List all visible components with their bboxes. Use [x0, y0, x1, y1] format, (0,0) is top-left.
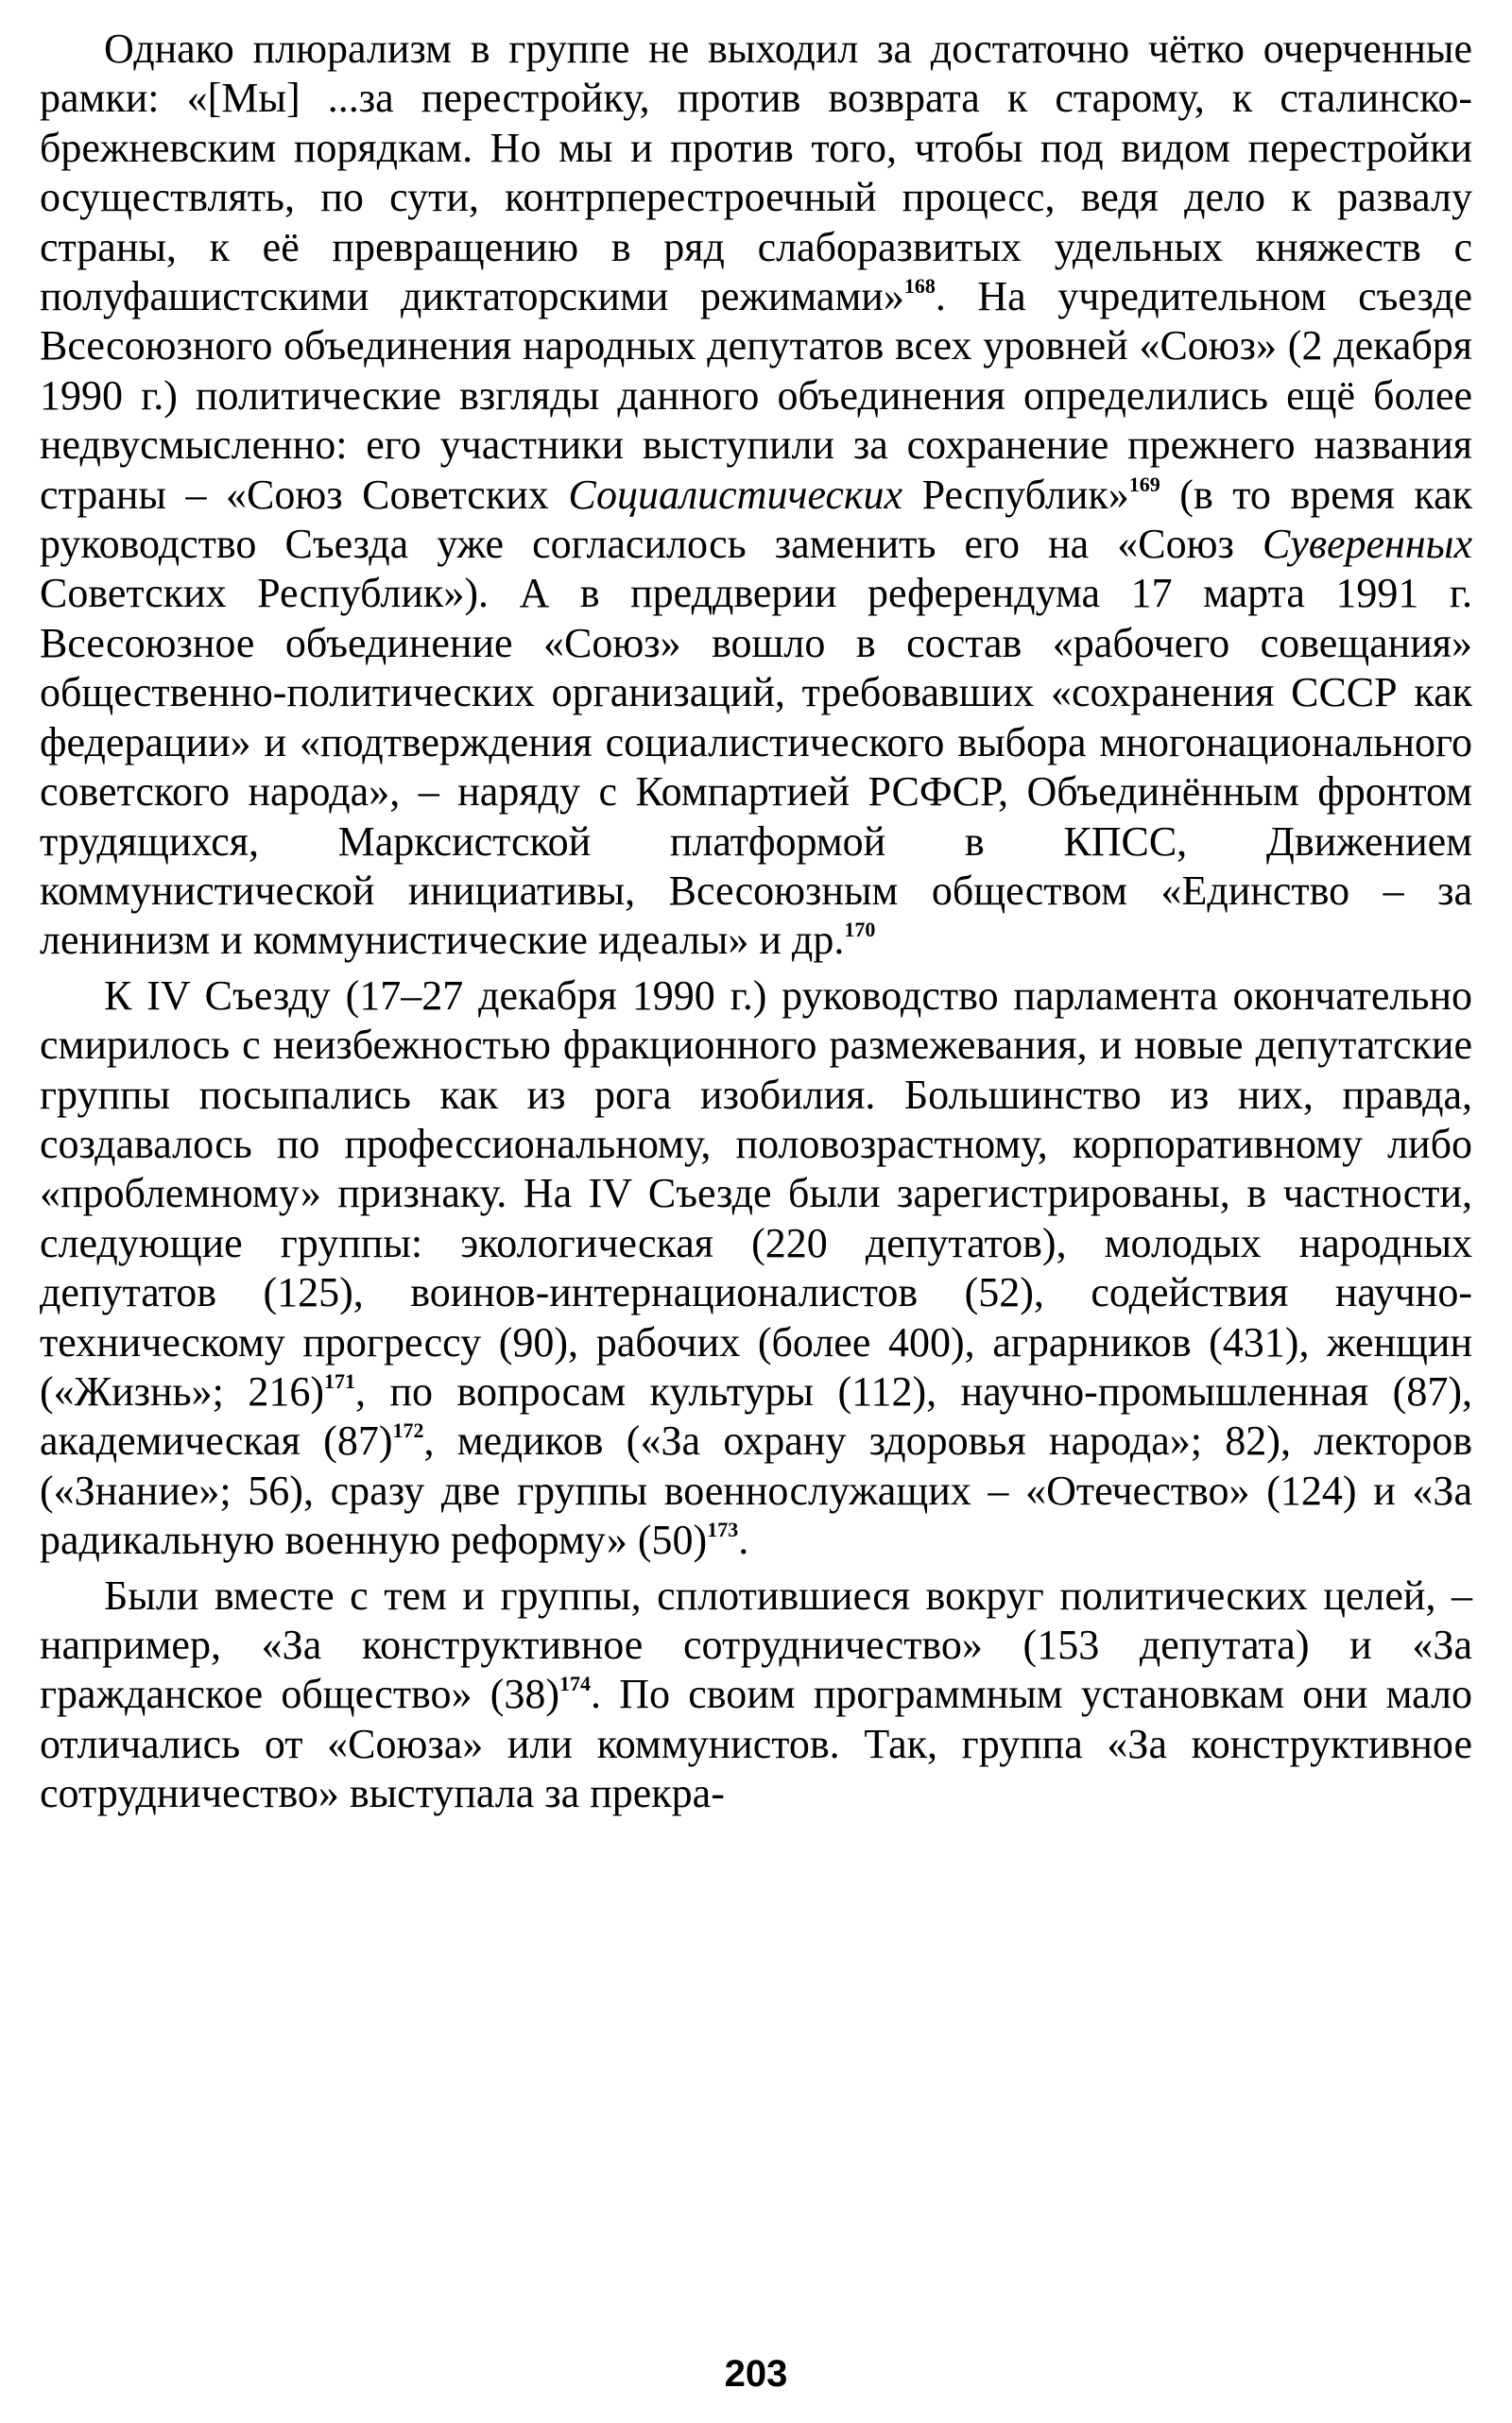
page-number: 203	[724, 2353, 788, 2395]
italic-text: Суверенных	[1262, 521, 1472, 568]
text-run: Однако плюрализм в группе не выходил за достаточно чётко очерченные рамки: «[Мы] ...за перестройку, против возврата к старому, к сталинско-брежневским порядкам. Но мы и против того, чтобы под видом перестройки осуществлять, по сути, контрперестроечный процесс, ведя дело к развалу страны, к её превращению в ряд слаборазвитых удельных княжеств с полуфашистскими диктаторскими режимами»	[40, 26, 1472, 320]
footnote-marker: 170	[844, 918, 876, 942]
footnote-marker: 171	[324, 1368, 355, 1393]
footnote-marker: 173	[707, 1518, 739, 1542]
body-text	[40, 25, 1472, 1819]
footnote-marker: 172	[392, 1418, 424, 1443]
text-run: Республик»	[902, 471, 1129, 518]
text-run: Были вместе с тем и группы, сплотившиеся вокруг политических целей, – например, «За конструктивное сотрудничество» (153 депутата) и «За гражданское общество» (38)	[40, 1572, 1472, 1718]
paragraph	[40, 1572, 1472, 1819]
text-run: , по вопросам культуры (112), научно-промышленная (87), академическая (87)	[40, 1367, 1472, 1465]
text-run: . На учредительном съезде Всесоюзного объединения народных депутатов всех уровней «Союз» (2 декабря 1990 г.) политические взгляды данного объединения определились ещё более недвусмысленно: его участники выступили за сохранение прежнего названия страны – «Союз Советских	[40, 273, 1472, 518]
text-run: .	[738, 1517, 749, 1564]
text-run: . По своим программным установкам они мало отличались от «Союза» или коммунистов. Так, группа «За конструктивное сотрудничество» выступала за прекра-	[40, 1671, 1472, 1817]
paragraph	[40, 25, 1472, 966]
text-run: К IV Съезду (17–27 декабря 1990 г.) руководство парламента окончательно смирилось с неизбежностью фракционного размежевания, и новые депутатские группы посыпались как из рога изобилия. Большинство из них, правда, создавалось по профессиональному, половозрастному, корпоративному либо «проблемному» признаку. На IV Съезде были зарегистрированы, в частности, следующие группы: экологическая (220 депутатов), молодых народных депутатов (125), воинов-интернационалистов (52), содействия научно-техническому прогрессу (90), рабочих (более 400), аграрников (431), женщин («Жизнь»; 216)	[40, 971, 1472, 1415]
footnote-marker: 174	[559, 1672, 592, 1696]
footnote-marker: 169	[1128, 472, 1160, 496]
text-run: (в то время как руководство Съезда уже согласилось заменить его на «Союз	[40, 471, 1472, 568]
text-run: , медиков («За охрану здоровья народа»; 82), лекторов («Знание»; 56), сразу две группы военнослужащих – «Отечество» (124) и «За радикальную военную реформу» (50)	[40, 1418, 1472, 1564]
footnote-marker: 168	[903, 274, 936, 299]
paragraph	[40, 971, 1472, 1566]
italic-text: Социалистических	[568, 471, 903, 518]
text-run: Советских Республик»). А в преддверии референдума 17 марта 1991 г. Всесоюзное объединение «Союз» вошло в состав «рабочего совещания» общественно-политических организаций, требовавших «сохранения СССР как федерации» и «подтверждения социалистического выбора многонационального советского народа», – наряду с Компартией РСФСР, Объединённым фронтом трудящихся, Марксистской платформой в КПСС, Движением коммунистической инициативы, Всесоюзным обществом «Единство – за ленинизм и коммунистические идеалы» и др.	[40, 570, 1472, 964]
